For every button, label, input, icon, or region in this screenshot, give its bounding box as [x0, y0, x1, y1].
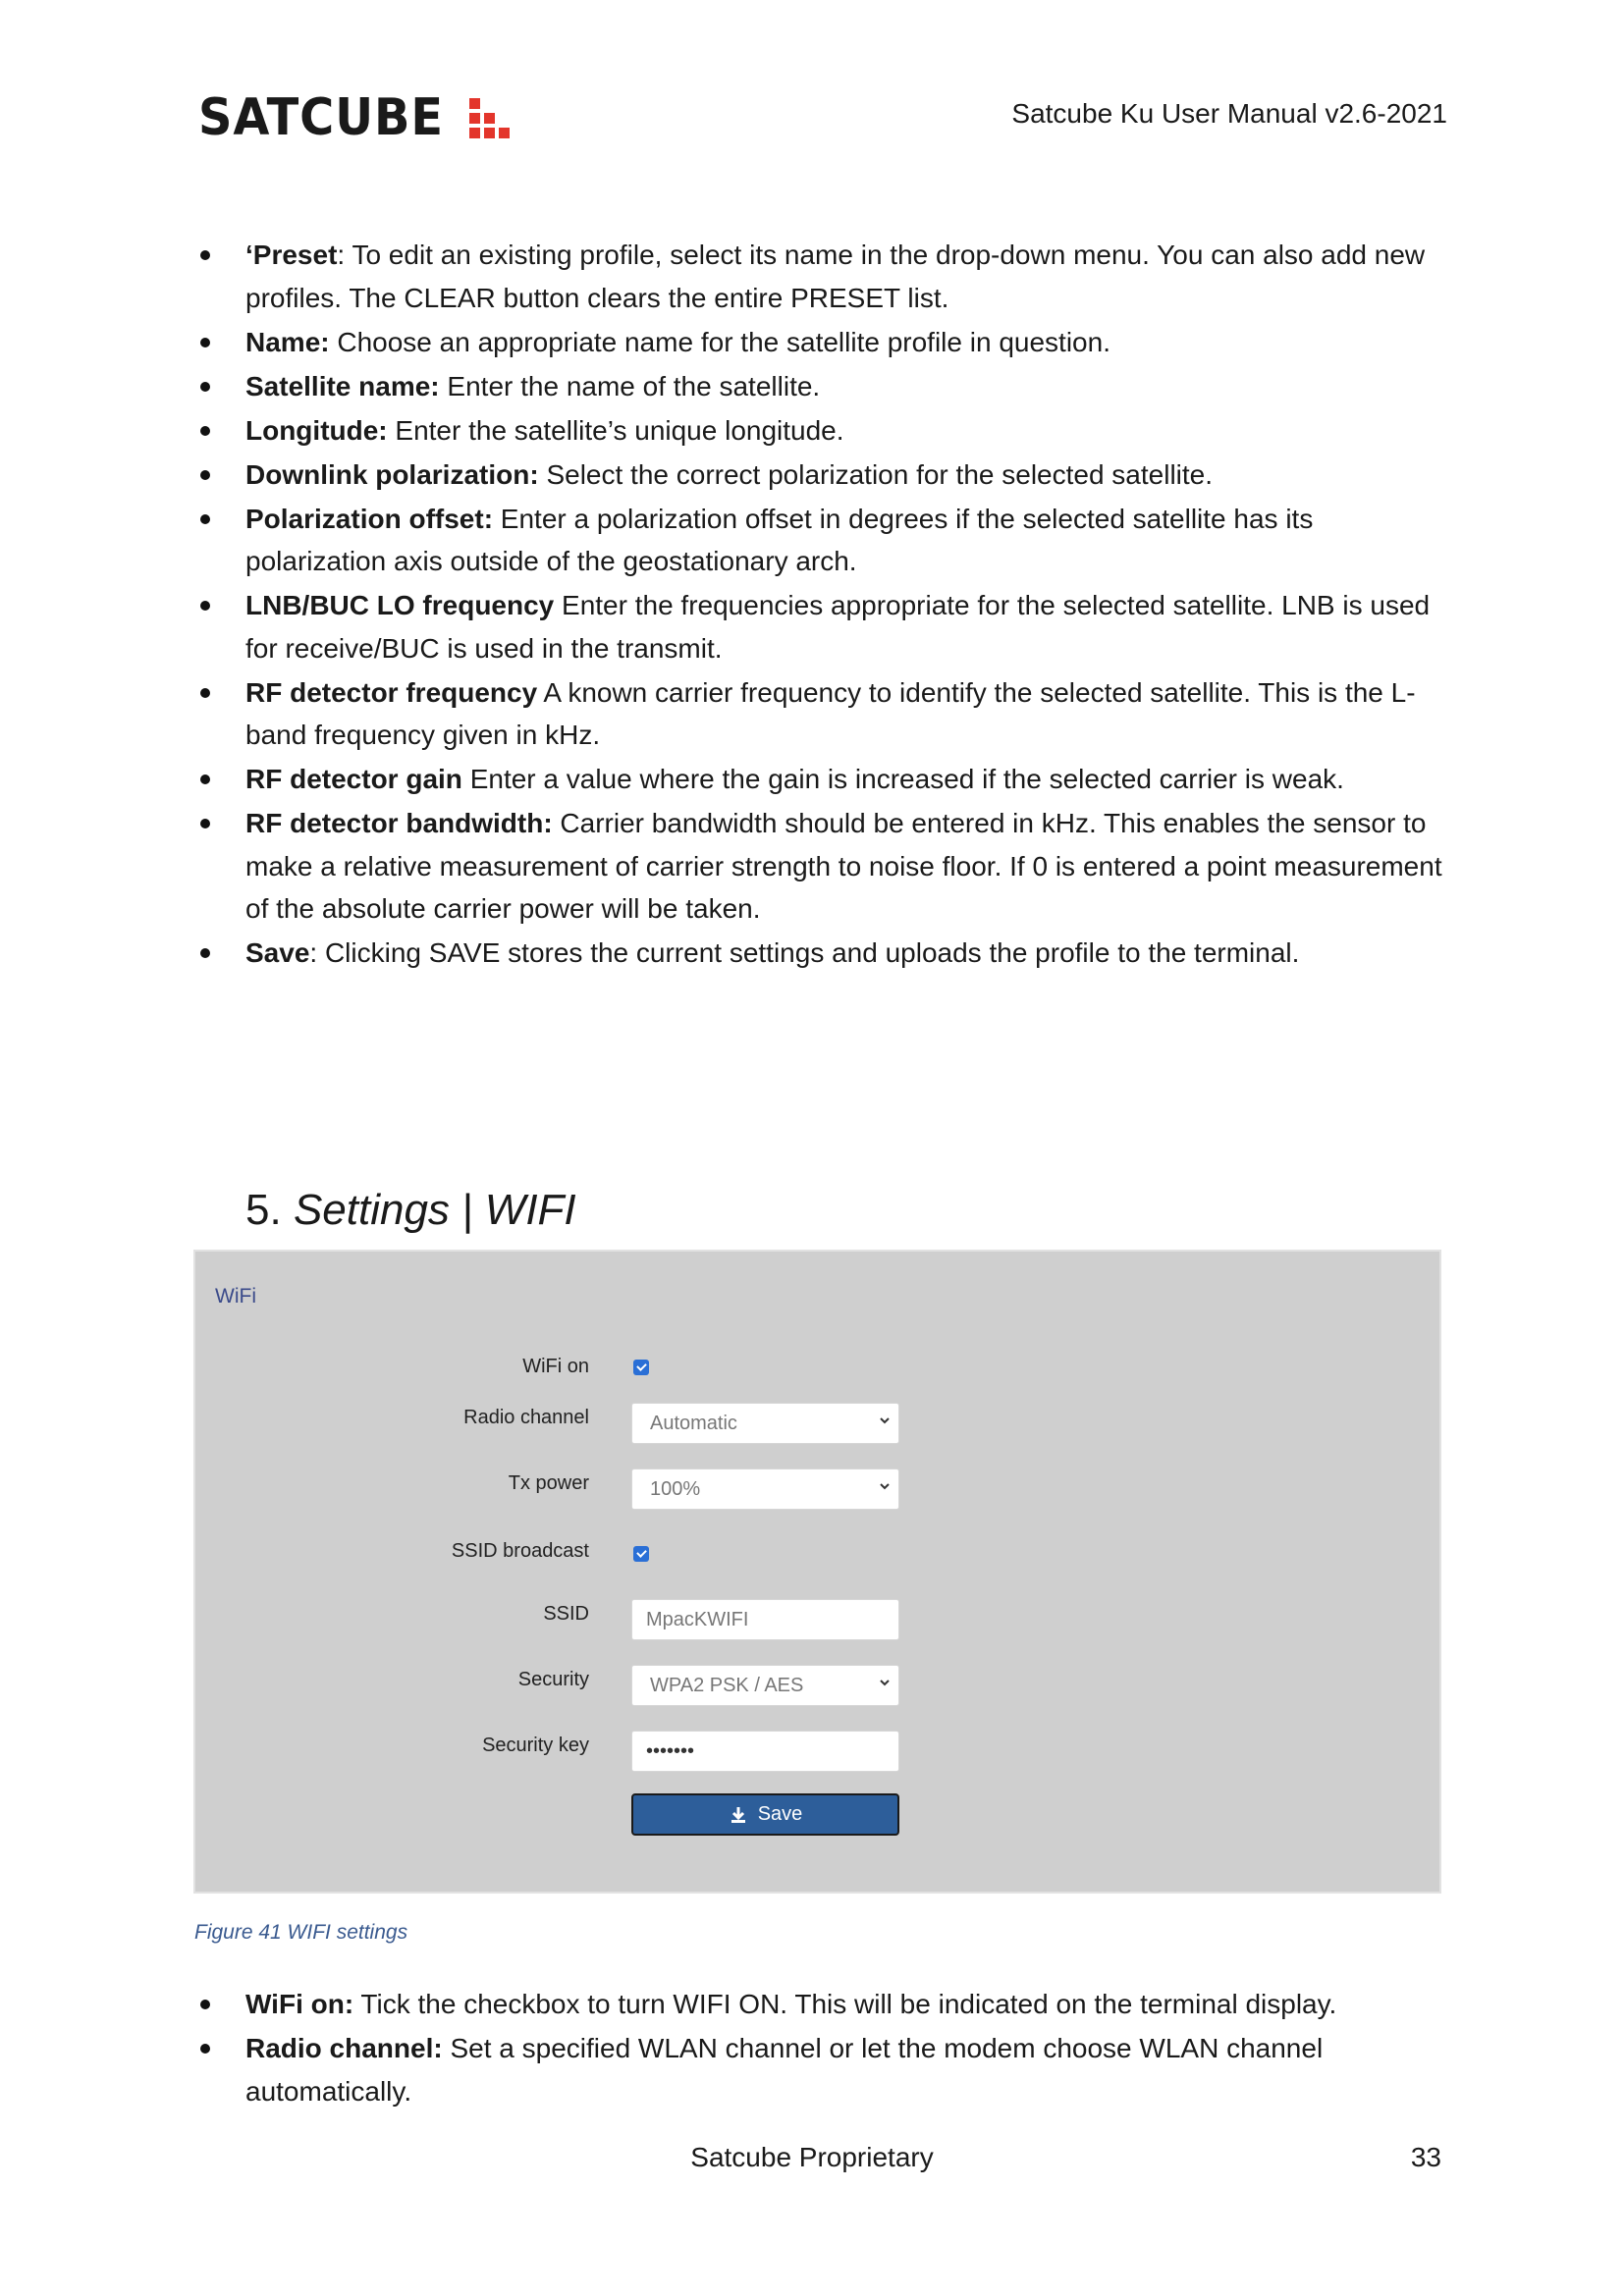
chevron-down-icon — [879, 1677, 891, 1688]
wifi-on-checkbox[interactable] — [633, 1360, 649, 1375]
security-key-label: Security key — [482, 1735, 589, 1756]
wifi-fields-list — [245, 1983, 1453, 2114]
list-item: ‘Preset: To edit an existing profile, select its name in the drop-down menu. You can also add new profiles. The CLEAR button clears the entire PRESET list. — [245, 234, 1453, 319]
radio-channel-label: Radio channel — [463, 1407, 589, 1428]
section-heading — [245, 1186, 576, 1235]
list-item: Longitude: Enter the satellite’s unique longitude. — [245, 409, 1453, 453]
satcube-logo — [198, 90, 510, 145]
security-label: Security — [517, 1669, 589, 1690]
list-item: LNB/BUC LO frequency Enter the frequencies appropriate for the selected satellite. LNB is used for receive/BUC is used in the transmit. — [245, 584, 1453, 669]
list-item: Name: Choose an appropriate name for the satellite profile in question. — [245, 321, 1453, 364]
list-item: Radio channel: Set a specified WLAN channel or let the modem choose WLAN channel automatically. — [245, 2027, 1453, 2112]
wifi-on-label: WiFi on — [522, 1356, 589, 1377]
figure-caption: Figure 41 WIFI settings — [194, 1921, 408, 1944]
wifi-settings-panel — [193, 1250, 1441, 1894]
tx-power-label: Tx power — [508, 1472, 589, 1494]
download-icon — [729, 1805, 748, 1825]
chevron-down-icon — [879, 1480, 891, 1492]
security-key-input[interactable] — [631, 1731, 899, 1772]
radio-channel-select[interactable] — [631, 1403, 899, 1444]
document-title: Satcube Ku User Manual v2.6-2021 — [1011, 98, 1447, 129]
logo-mark-icon — [469, 98, 510, 138]
section-title: Settings | WIFI — [293, 1186, 576, 1234]
panel-title: WiFi — [215, 1285, 256, 1308]
ssid-input[interactable] — [631, 1599, 899, 1640]
list-item: RF detector gain Enter a value where the gain is increased if the selected carrier is weak. — [245, 758, 1453, 801]
ssid-label: SSID — [543, 1603, 589, 1625]
list-item: RF detector bandwidth: Carrier bandwidth should be entered in kHz. This enables the sensor to make a relative measurement of carrier strength to noise floor. If 0 is entered a point measurement of the absolute carrier power will be taken. — [245, 802, 1453, 931]
tx-power-select[interactable] — [631, 1468, 899, 1510]
list-item: Downlink polarization: Select the correct polarization for the selected satellite. — [245, 454, 1453, 497]
chevron-down-icon — [879, 1415, 891, 1426]
radio-channel-value: Automatic — [650, 1412, 737, 1434]
list-item: Satellite name: Enter the name of the satellite. — [245, 365, 1453, 408]
ssid-broadcast-checkbox[interactable] — [633, 1546, 649, 1562]
list-item: WiFi on: Tick the checkbox to turn WIFI ON. This will be indicated on the terminal display. — [245, 1983, 1453, 2026]
save-button[interactable] — [631, 1793, 899, 1836]
list-item: Polarization offset: Enter a polarization offset in degrees if the selected satellite has its polarization axis outside of the geostationary arch. — [245, 498, 1453, 583]
profile-fields-list — [245, 234, 1453, 976]
save-label: Save — [757, 1803, 803, 1825]
footer-text: Satcube Proprietary — [690, 2142, 934, 2172]
page-number: 33 — [1410, 2142, 1441, 2172]
security-key-value: ••••••• — [646, 1739, 695, 1762]
ssid-value: MpacKWIFI — [646, 1608, 749, 1630]
logo-text: SATCUBE — [198, 88, 444, 147]
list-item: Save: Clicking SAVE stores the current settings and uploads the profile to the terminal. — [245, 932, 1453, 975]
list-item: RF detector frequency A known carrier frequency to identify the selected satellite. This is the L-band frequency given in kHz. — [245, 671, 1453, 757]
tx-power-value: 100% — [650, 1477, 701, 1500]
security-select[interactable] — [631, 1665, 899, 1706]
security-value: WPA2 PSK / AES — [650, 1674, 804, 1696]
section-number: 5. — [245, 1186, 282, 1234]
ssid-broadcast-label: SSID broadcast — [451, 1540, 589, 1562]
